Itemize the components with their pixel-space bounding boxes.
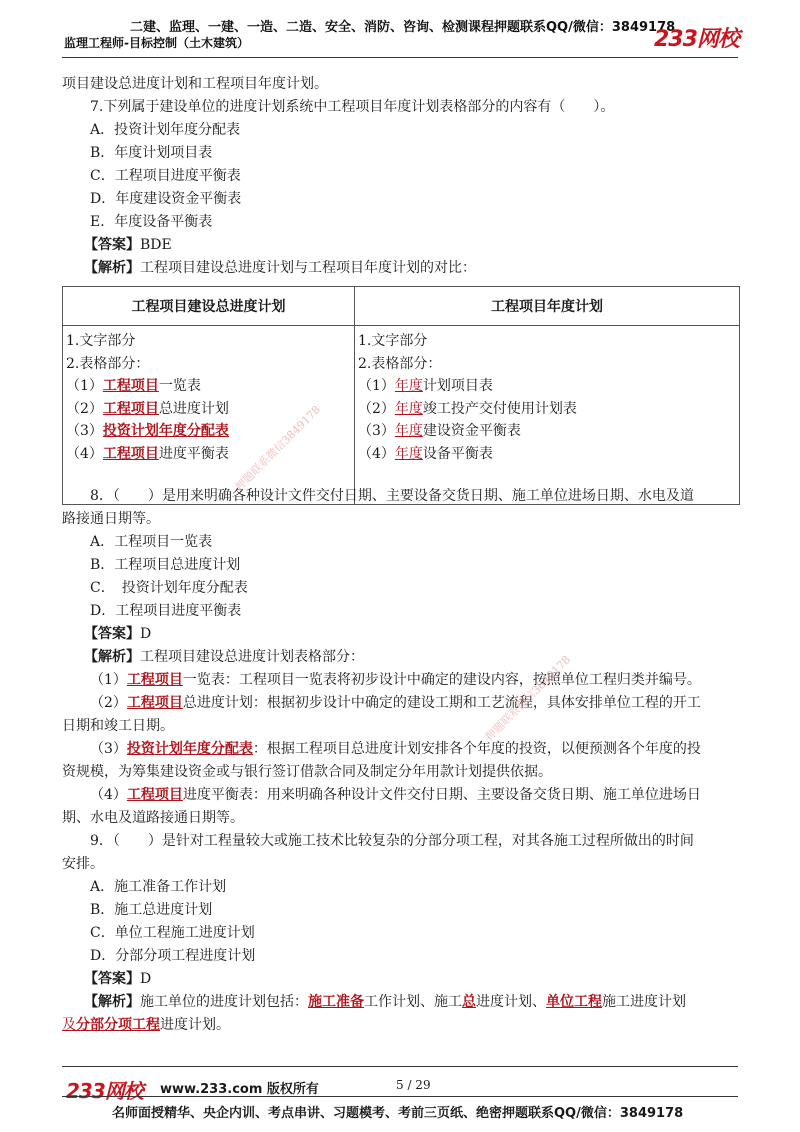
watermark-2: 押题联系微信3849178: [482, 653, 574, 744]
q7-answer-value: BDE: [140, 237, 172, 253]
comparison-table: [62, 286, 740, 505]
course-title: 监理工程师-目标控制（土木建筑）: [64, 36, 249, 50]
footer-divider: [62, 1066, 738, 1067]
analysis-tag: 【解析】: [84, 260, 140, 276]
q7-option-c: C．工程项目进度平衡表: [90, 168, 241, 184]
intro-text: 项目建设总进度计划和工程项目年度计划。: [62, 76, 328, 92]
footer-banner: 名师面授精华、央企内训、考点串讲、习题模考、考前三页纸、绝密押题联系QQ/微信：3849178: [112, 1106, 684, 1121]
q7-stem: 7.下列属于建设单位的进度计划系统中工程项目年度计划表格部分的内容有（ ）。: [90, 99, 615, 115]
list-item: （1）年度计划项目表: [358, 378, 493, 394]
q7-answer: [84, 235, 172, 255]
list-item: （2）工程项目总进度计划: [66, 400, 229, 417]
table-header-row: [63, 287, 740, 326]
header-divider: [62, 57, 738, 58]
list-item: （4）工程项目进度平衡表: [66, 445, 229, 462]
q8-option-d: D．工程项目进度平衡表: [90, 603, 242, 619]
list-item: 1.文字部分: [66, 333, 136, 349]
list-item: 1.文字部分: [358, 333, 428, 349]
q9-stem-line2: 安排。: [62, 856, 104, 872]
page-number: 5 / 29: [396, 1078, 431, 1092]
q9-answer: 【答案】D: [84, 971, 152, 987]
q8-analysis-item3-cont: 资规模，为筹集建设资金或与银行签订借款合同及制定分年用款计划提供依据。: [62, 764, 552, 780]
q9-option-d: D．分部分项工程进度计划: [90, 948, 256, 964]
list-item: （2）年度竣工投产交付使用计划表: [358, 400, 577, 417]
watermark-1: 押题联系微信3849178: [232, 403, 324, 494]
table-header-total-plan: 工程项目建设总进度计划: [63, 287, 355, 326]
q7-option-a: A．投资计划年度分配表: [90, 122, 241, 138]
q8-analysis-item4: （4）工程项目进度平衡表：用来明确各种设计文件交付日期、主要设备交货日期、施工单位进场日: [90, 787, 701, 803]
table-header-annual-plan: 工程项目年度计划: [355, 287, 740, 326]
q8-analysis-item2-cont: 日期和竣工日期。: [62, 718, 174, 734]
q9-analysis-cont: 及分部分项工程进度计划。: [62, 1017, 230, 1033]
footer-divider-2: [62, 1096, 738, 1097]
q9-option-a: A．施工准备工作计划: [90, 879, 227, 895]
q7-analysis: [84, 258, 476, 278]
table-cell-annual-plan: [355, 326, 740, 505]
list-item: （3）年度建设资金平衡表: [358, 423, 521, 439]
list-item: （4）年度设备平衡表: [358, 445, 493, 462]
list-item: 2.表格部分：: [66, 355, 150, 372]
q8-analysis-item1: （1）工程项目一览表：工程项目一览表将初步设计中确定的建设内容，按照单位工程归类并编号。: [90, 672, 701, 688]
q7-option-d: D．年度建设资金平衡表: [90, 191, 242, 207]
q8-option-b: B．工程项目总进度计划: [90, 557, 241, 573]
q8-analysis: 【解析】工程项目建设总进度计划表格部分：: [84, 649, 364, 665]
q8-answer: 【答案】D: [84, 626, 152, 642]
footer-logo: 233网校: [66, 1079, 143, 1103]
q8-stem-line1: 8．（ ）是用来明确各种设计文件交付日期、主要设备交货日期、施工单位进场日期、水电及道: [90, 488, 694, 504]
q8-analysis-item4-cont: 期、水电及道路接通日期等。: [62, 810, 244, 826]
list-item: 2.表格部分：: [358, 355, 442, 372]
list-item: （3）投资计划年度分配表: [66, 423, 229, 439]
q9-stem-line1: 9．（ ）是针对工程量较大或施工技术比较复杂的分部分项工程，对其各施工过程所做出的时间: [90, 833, 694, 849]
q7-option-b: B．年度计划项目表: [90, 145, 213, 161]
brand-logo: 233网校: [654, 27, 739, 52]
q9-option-b: B．施工总进度计划: [90, 902, 213, 918]
q7-analysis-text: 工程项目建设总进度计划与工程项目年度计划的对比：: [140, 260, 476, 276]
q8-option-c: C． 投资计划年度分配表: [90, 580, 248, 596]
list-item: （1）工程项目一览表: [66, 378, 201, 394]
q8-analysis-item2: （2）工程项目总进度计划：根据初步设计中确定的建设工期和工艺流程，具体安排单位工程的开工: [90, 695, 701, 711]
q8-option-a: A．工程项目一览表: [90, 534, 213, 550]
answer-tag: 【答案】: [84, 237, 140, 253]
footer-site: www.233.com 版权所有: [160, 1082, 319, 1097]
q9-option-c: C．单位工程施工进度计划: [90, 925, 255, 941]
q7-option-e: E．年度设备平衡表: [90, 214, 213, 230]
table-row: [63, 326, 740, 505]
header-banner: 二建、监理、一建、一造、二造、安全、消防、咨询、检测课程押题联系QQ/微信：3849178: [130, 20, 676, 35]
q8-analysis-item3: （3）投资计划年度分配表：根据工程项目总进度计划安排各个年度的投资，以便预测各个年度的投: [90, 741, 701, 757]
q9-analysis: 【解析】施工单位的进度计划包括：施工准备工作计划、施工总进度计划、单位工程施工进度计划: [84, 994, 686, 1010]
q8-stem-line2: 路接通日期等。: [62, 511, 160, 527]
